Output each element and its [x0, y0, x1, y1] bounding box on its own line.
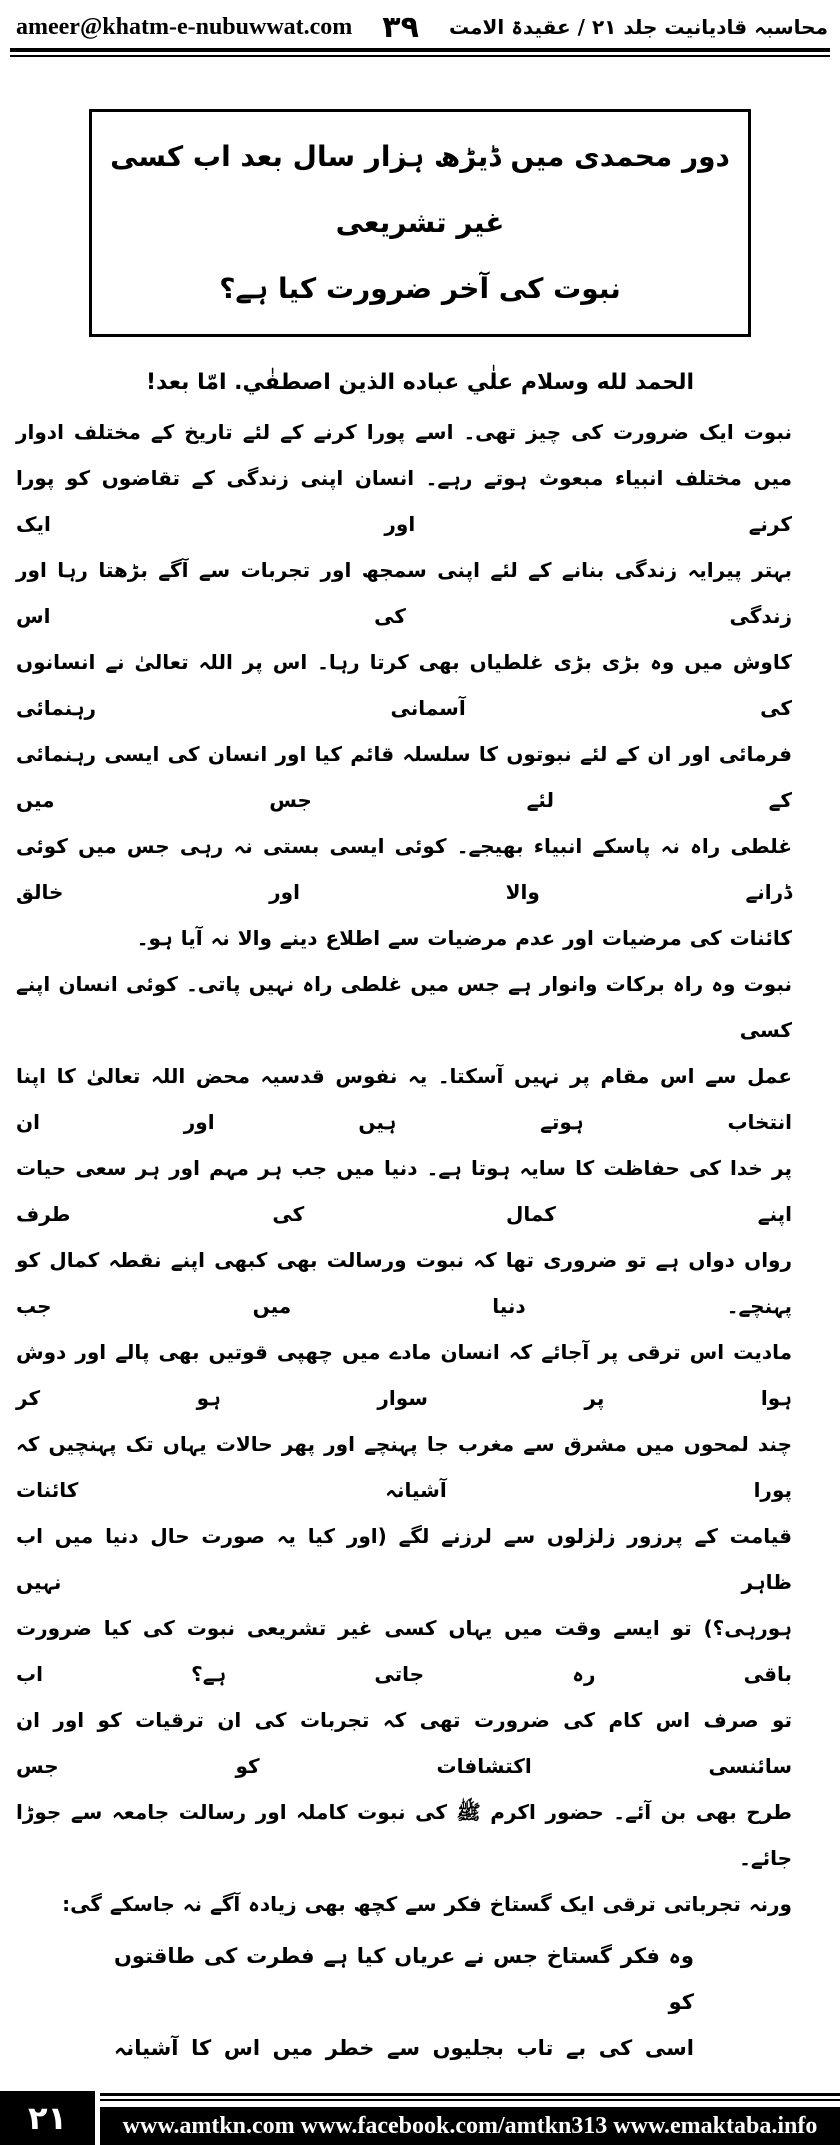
body-line: پر خدا کی حفاظت کا سایہ ہوتا ہے۔ دنیا میں جب ہر مہم اور ہر سعی حیات اپنے کمال کی طرف: [16, 1156, 792, 1226]
body-line: نبوت ایک ضرورت کی چیز تھی۔ اسے پورا کرنے کے لئے تاریخ کے مختلف ادوار: [16, 420, 792, 444]
body-line: ورنہ تجرباتی ترقی ایک گستاخ فکر سے کچھ بھی زیادہ آگے نہ جاسکے گی:: [62, 1892, 792, 1916]
body-line: مادیت اس ترقی پر آجائے کہ انسان مادے میں چھپی قوتیں بھی پالے اور دوش ہوا پر سوار ہو کر: [16, 1340, 792, 1410]
body-line: چند لمحوں میں مشرق سے مغرب جا پہنچے اور پھر حالات یہاں تک پہنچیں کہ پورا آشیانہ کائنات: [16, 1432, 792, 1502]
body-line: تو صرف اس کام کی ضرورت تھی کہ تجربات کی ان ترقیات کو اور ان سائنسی اکتشافات کو جس: [16, 1708, 792, 1778]
chapter-title-line: نبوت کی آخر ضرورت کیا ہے؟: [219, 272, 621, 305]
spacer: [0, 2071, 840, 2091]
footer-rule: [100, 2093, 840, 2096]
header-book-title: محاسبہ قادیانیت جلد ۲۱ / عقیدۃ الامت: [448, 15, 828, 39]
footer-rule: [100, 2099, 840, 2101]
body-line: بہتر پیرایہ زندگی بنانے کے لئے اپنی سمجھ اور تجربات سے آگے بڑھتا رہا اور زندگی کی اس: [16, 558, 792, 628]
body-line: عمل سے اس مقام پر نہیں آسکتا۔ یہ نفوس قدسیہ محض اللہ تعالیٰ کا اپنا انتخاب ہوتے ہیں اور ان: [16, 1064, 792, 1134]
invocation: الحمد لله وسلام علٰي عباده الذين اصطفٰي. امّا بعد!: [145, 370, 694, 395]
footer-page-number: ۲۱: [0, 2091, 95, 2145]
footer-links: www.amtkn.com www.facebook.com/amtkn313 www.emaktaba.info: [100, 2107, 840, 2145]
body-line: طرح بھی بن آئے۔ حضور اکرم ﷺ کی نبوت کاملہ اور رسالت جامعہ سے جوڑا جائے۔: [16, 1800, 792, 1870]
chapter-title-box: [89, 109, 751, 337]
verse: [114, 1933, 694, 2071]
body-line: قیامت کے پرزور زلزلوں سے لرزنے لگے (اور کیا یہ صورت حال دنیا میں اب ظاہر نہیں: [16, 1524, 792, 1594]
footer-right: [100, 2091, 840, 2145]
body-line: میں مختلف انبیاء مبعوث ہوتے رہے۔ انسان اپنی زندگی کے تقاضوں کو پورا کرنے اور ایک: [16, 466, 792, 536]
body-line: رواں دواں ہے تو ضروری تھا کہ نبوت ورسالت بھی کبھی اپنے نقطہ کمال کو پہنچے۔ دنیا میں جب: [16, 1248, 792, 1318]
header-rule: [10, 55, 830, 57]
body-line: ہورہی؟) تو ایسے وقت میں یہاں کسی غیر تشریعی نبوت کی کیا ضرورت باقی رہ جاتی ہے؟ اب: [16, 1616, 792, 1686]
body-line: غلطی راہ نہ پاسکے انبیاء بھیجے۔ کوئی ایسی بستی نہ رہی جس میں کوئی ڈرانے والا اور خالق: [16, 834, 792, 904]
header-page-number: ۳۹: [382, 9, 419, 45]
verse-line: وہ فکر گستاخ جس نے عریاں کیا ہے فطرت کی طاقتوں کو: [114, 1944, 694, 2014]
body-line: فرمائی اور ان کے لئے نبوتوں کا سلسلہ قائم کیا اور انسان کی ایسی رہنمائی کے لئے جس میں: [16, 742, 792, 812]
verse-line: اسی کی بے تاب بجلیوں سے خطر میں اس کا آشیانہ: [114, 2036, 694, 2060]
chapter-title-line: دور محمدی میں ڈیڑھ ہزار سال بعد اب کسی غیر تشریعی: [110, 140, 730, 239]
body-text: [0, 403, 808, 2071]
body-line: کاوش میں وہ بڑی بڑی غلطیاں بھی کرتا رہا۔ اس پر اللہ تعالیٰ نے انسانوں کی آسمانی رہنمائی: [16, 650, 792, 720]
header-email: ameer@khatm-e-nubuwwat.com: [16, 13, 353, 40]
page-footer: [0, 2091, 840, 2145]
header-rule: [10, 48, 830, 52]
page-header: [0, 0, 840, 46]
body-line: کائنات کی مرضیات اور عدم مرضیات سے اطلاع دینے والا نہ آیا ہو۔: [136, 926, 792, 950]
body-line: نبوت وہ راہ برکات وانوار ہے جس میں غلطی راہ نہیں پاتی۔ کوئی انسان اپنے کسی: [16, 972, 792, 1042]
